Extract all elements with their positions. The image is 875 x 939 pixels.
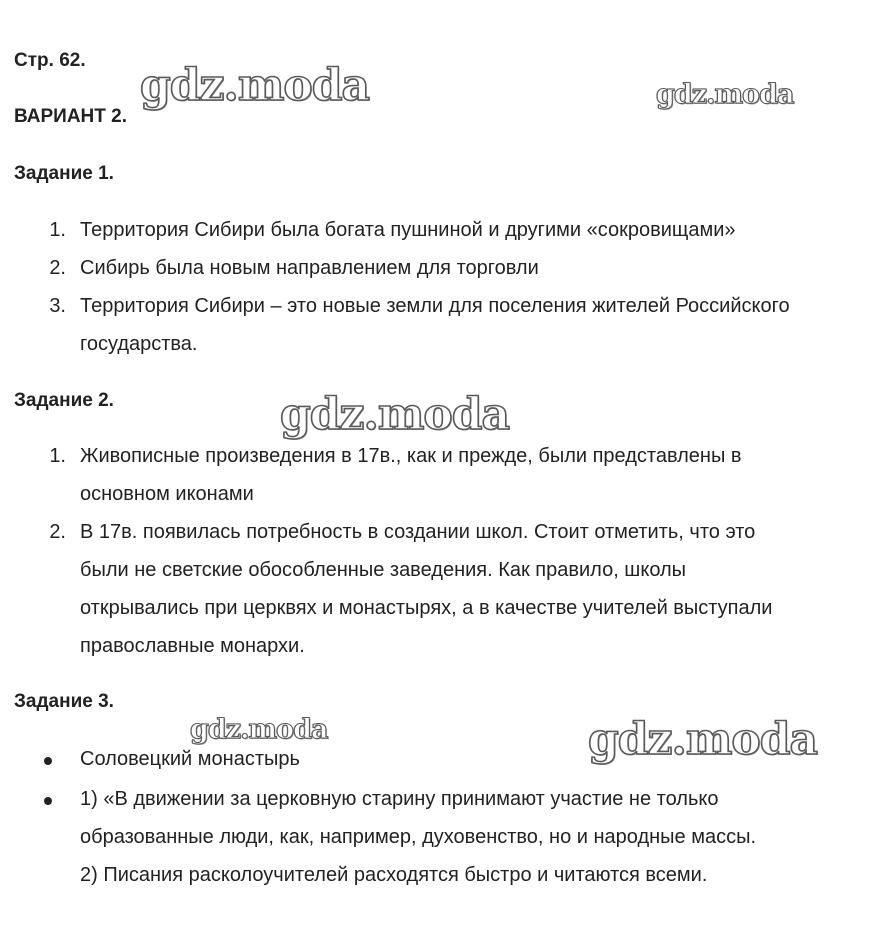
task2-item2-line2: были не светские обособленные заведения. Как правило, школы — [80, 559, 687, 581]
task1-item2-marker: 2. — [49, 257, 66, 279]
task2-item1-line1: Живописные произведения в 17в., как и прежде, были представлены в — [80, 445, 742, 467]
watermark-logo: gdz.moda — [140, 60, 370, 111]
watermark-logo: gdz.moda — [190, 714, 328, 745]
task3-title: Задание 3. — [14, 691, 114, 712]
task3-item2-line3: 2) Писания расколоучителей расходятся быстро и читаются всеми. — [80, 864, 708, 886]
variant-heading: ВАРИАНТ 2. — [14, 106, 127, 127]
task3-item1-line1: Соловецкий монастырь — [80, 748, 300, 770]
task1-item1-line1: Территория Сибири была богата пушниной и другими «сокровищами» — [80, 219, 736, 241]
task2-item2-marker: 2. — [49, 521, 66, 543]
task2-item1-line2: основном иконами — [80, 483, 254, 505]
task1-item2-line1: Сибирь была новым направлением для торговли — [80, 257, 539, 279]
page-reference: Стр. 62. — [14, 50, 86, 71]
task1-item3-marker: 3. — [49, 295, 66, 317]
task2-title: Задание 2. — [14, 390, 114, 411]
task2-item2-line4: православные монархи. — [80, 635, 305, 657]
task2-item2-line3: открывались при церквях и монастырях, а в качестве учителей выступали — [80, 597, 773, 619]
watermark-logo: gdz.moda — [656, 79, 794, 110]
task3-item1-bullet — [44, 757, 52, 765]
watermark-logo: gdz.moda — [588, 714, 818, 765]
task3-item2-line1: 1) «В движении за церковную старину принимают участие не только — [80, 788, 719, 810]
task1-item3-line2: государства. — [80, 333, 198, 355]
task1-item1-marker: 1. — [49, 219, 66, 241]
task1-title: Задание 1. — [14, 163, 114, 184]
task2-item1-marker: 1. — [49, 445, 66, 467]
task3-item2-bullet — [44, 797, 52, 805]
task3-item2-line2: образованные люди, как, например, духовенство, но и народные массы. — [80, 826, 757, 848]
task1-item3-line1: Территория Сибири – это новые земли для поселения жителей Российского — [80, 295, 790, 317]
watermark-logo: gdz.moda — [280, 389, 510, 440]
task2-item2-line1: В 17в. появилась потребность в создании школ. Стоит отметить, что это — [80, 521, 756, 543]
